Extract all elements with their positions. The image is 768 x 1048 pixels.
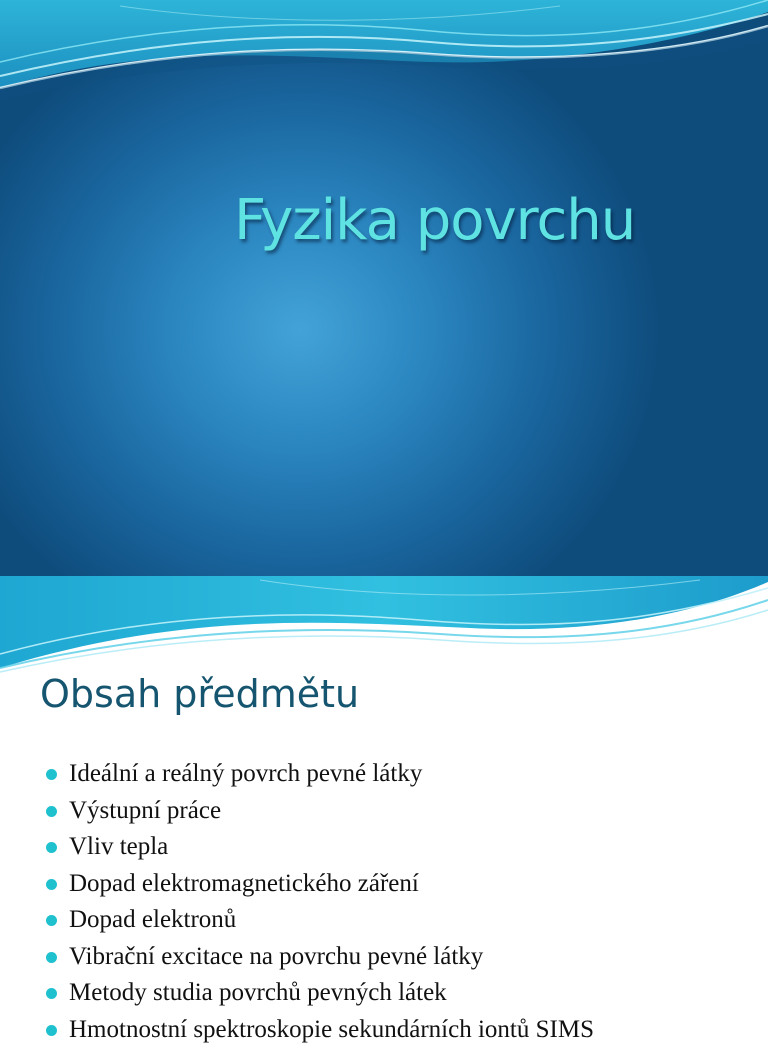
content-slide (0, 576, 768, 1024)
bullet-dot-icon (46, 952, 57, 963)
bullet-dot-icon (46, 769, 57, 780)
list-item-text: Hmotnostní spektroskopie sekundárních iontů SIMS (69, 1016, 594, 1043)
bullet-dot-icon (46, 879, 57, 890)
list-item-text: Ideální a reálný povrch pevné látky (69, 760, 422, 787)
list-item (44, 939, 594, 976)
list-item-text: Metody studia povrchů pevných látek (69, 979, 447, 1006)
slide-title: Fyzika povrchu (234, 188, 635, 253)
list-item (44, 829, 594, 866)
list-item (44, 902, 594, 939)
list-item-text: Dopad elektromagnetického záření (69, 870, 419, 897)
bullet-list (44, 756, 594, 1048)
bullet-dot-icon (46, 842, 57, 853)
list-item-text: Vibrační excitace na povrchu pevné látky (69, 943, 483, 970)
list-item-text: Dopad elektronů (69, 906, 236, 933)
slide-heading: Obsah předmětu (40, 672, 359, 716)
list-item-text: Výstupní práce (69, 797, 221, 824)
list-item (44, 793, 594, 830)
list-item (44, 866, 594, 903)
list-item (44, 756, 594, 793)
bullet-dot-icon (46, 1025, 57, 1036)
list-item-text: Vliv tepla (69, 833, 168, 860)
bullet-dot-icon (46, 915, 57, 926)
bullet-dot-icon (46, 806, 57, 817)
bullet-dot-icon (46, 988, 57, 999)
list-item (44, 1012, 594, 1048)
list-item (44, 975, 594, 1012)
